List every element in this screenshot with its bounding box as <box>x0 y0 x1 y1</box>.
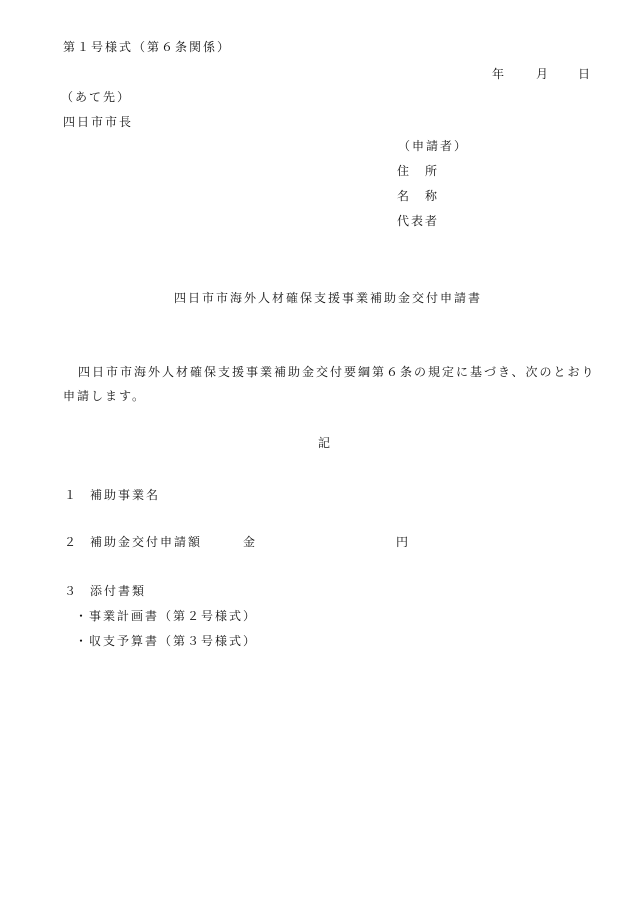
item-label: 添付書類 <box>90 584 147 598</box>
date-year-label: 年 <box>492 67 507 81</box>
ki-heading: 記 <box>318 436 333 450</box>
applicant-heading: （申請者） <box>398 139 469 153</box>
applicant-name-label: 名 称 <box>397 189 440 203</box>
amount-prefix: 金 <box>243 535 258 549</box>
body-text: 四日市市海外人材確保支援事業補助金交付要綱第６条の規定に基づき、次のとおり申請します。 <box>63 365 596 403</box>
date-month-label: 月 <box>536 67 551 81</box>
item-number: １ <box>64 488 79 502</box>
item-requested-amount <box>64 535 202 549</box>
item-number: ３ <box>64 584 79 598</box>
date-line <box>492 67 592 81</box>
form-number: 第１号様式（第６条関係） <box>63 40 232 54</box>
applicant-representative-label: 代表者 <box>397 214 440 228</box>
item-label: 補助金交付申請額 <box>90 535 203 549</box>
amount-suffix: 円 <box>396 535 411 549</box>
attachment-item: ・事業計画書（第２号様式） <box>75 609 258 623</box>
item-number: ２ <box>64 535 79 549</box>
item-label: 補助事業名 <box>90 488 161 502</box>
attachment-item: ・収支予算書（第３号様式） <box>75 634 258 648</box>
document-title: 四日市市海外人材確保支援事業補助金交付申請書 <box>174 291 483 305</box>
applicant-address-label: 住 所 <box>397 164 440 178</box>
item-project-name <box>64 488 160 502</box>
date-day-label: 日 <box>578 67 593 81</box>
item-attachments <box>64 584 146 598</box>
addressee-note: （あて先） <box>61 90 132 104</box>
addressee: 四日市市長 <box>63 115 134 129</box>
